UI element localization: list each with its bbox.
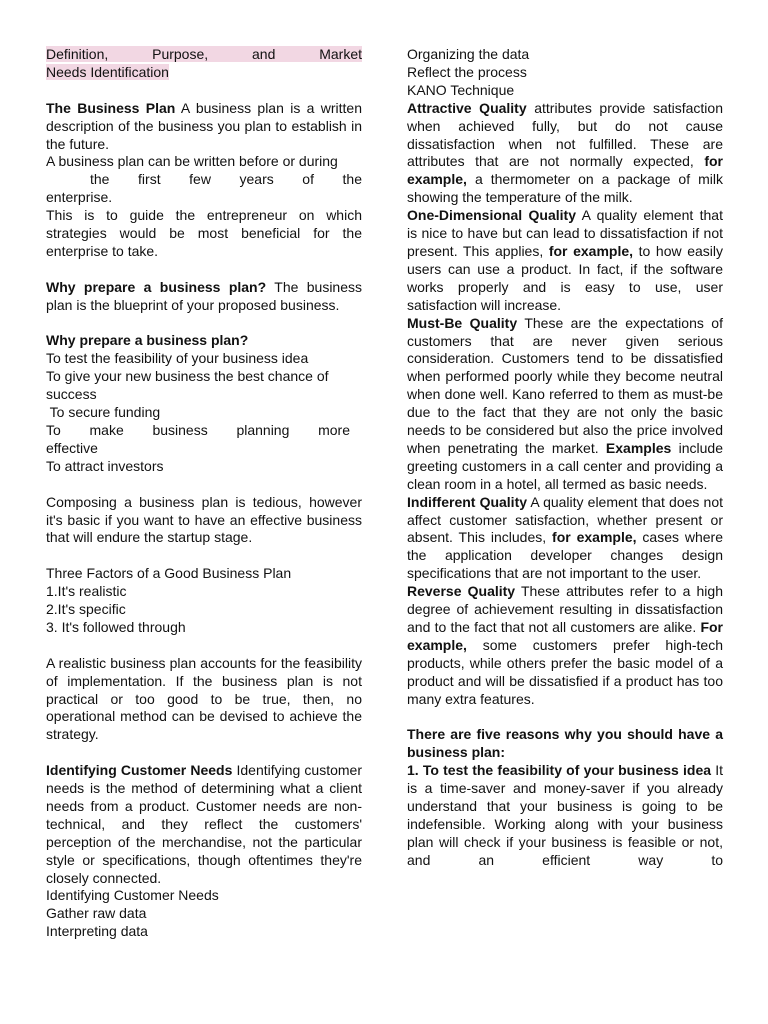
why-item: To attract investors	[46, 457, 164, 474]
five-reasons-heading: There are five reasons why you should have a business plan:	[407, 726, 723, 761]
process-item: Organizing the data	[407, 46, 530, 62]
section-title-line2: Needs Identification	[46, 63, 169, 80]
why-item: effective	[46, 439, 98, 456]
why-item: To test the feasibility of your business idea	[46, 350, 309, 367]
business-plan-line-end: enterprise.	[46, 189, 113, 206]
business-plan-guide: This is to guide the entrepreneur on which strategies would be most beneficial for the enterprise to take.	[46, 207, 362, 259]
customer-needs-paragraph: Identifying Customer Needs Identifying customer needs is the method of determining what a client needs from a product. Customer needs are non-technical, and they reflect the customers' perception of the merchandise, not the particular style or specifications, though oftentimes they're closely connected.	[46, 762, 362, 886]
customer-needs-item: Gather raw data	[46, 905, 147, 922]
attractive-quality-paragraph: Attractive Quality attributes provide satisfaction when achieved fully, but do not cause dissatisfaction when not fulfilled. These are attributes that are not normally expected, for example, a thermometer on a package of milk showing the temperature of the milk.	[407, 99, 723, 206]
section-title: Definition, Purpose, and Market	[46, 46, 362, 62]
why-item: To give your new business the best chance of success	[46, 368, 329, 403]
business-plan-line-indented: the first few years of the	[90, 171, 362, 188]
why-item: To make business planning more	[46, 421, 350, 438]
why-prepare-paragraph: Why prepare a business plan? The business plan is the blueprint of your proposed business.	[46, 278, 362, 313]
factor-item: 2.It's specific	[46, 601, 126, 618]
composing-paragraph: Composing a business plan is tedious, however it's basic if you want to have an effective business that will endure the startup stage.	[46, 493, 362, 546]
reason-1-paragraph: 1. To test the feasibility of your business idea It is a time-saver and money-saver if you already understand that your business is going to be indefensible. Working along with your business plan will check if your business is feasible or not, and an efficient way to	[407, 762, 724, 868]
one-dimensional-quality-paragraph: One-Dimensional Quality A quality element that is nice to have but can lead to dissatisfaction if not present. This applies, for example, to how easily users can use a product. In fact, if the software works properly and is easy to use, user satisfaction will increase.	[407, 207, 723, 313]
factors-heading: Three Factors of a Good Business Plan	[46, 565, 292, 582]
left-column	[46, 46, 362, 941]
right-column	[407, 46, 723, 870]
customer-needs-item: Interpreting data	[46, 923, 148, 940]
reverse-quality-paragraph: Reverse Quality These attributes refer to a high degree of achievement resulting in dissatisfaction and to the fact that not all customers are alike. For example, some customers prefer high-tech products, while others prefer the basic model of a product and will be dissatisfied if a product has too many extra features.	[407, 583, 723, 707]
business-plan-line: A business plan can be written before or during	[46, 153, 338, 170]
must-be-quality-paragraph: Must-Be Quality These are the expectations of customers that are never given serious consideration. Customers tend to be dissatisfied when performed poorly while they become neutral when done well. Kano referred to them as must-be due to the fact that they are not only the basic needs to be considered but also the price involved when penetrating the market. Examples include greeting customers in a call center and providing a clean room in a hotel, all termed as basic needs.	[407, 314, 723, 492]
factor-item: 1.It's realistic	[46, 583, 127, 600]
why-item: To secure funding	[46, 404, 161, 421]
why-prepare-heading: Why prepare a business plan?	[46, 332, 249, 349]
realistic-paragraph: A realistic business plan accounts for the feasibility of implementation. If the business plan is not practical or too good to be true, then, no operational method can be devised to achieve the strategy.	[46, 654, 362, 743]
process-item: Reflect the process	[407, 63, 527, 80]
business-plan-paragraph: The Business Plan A business plan is a written description of the business you plan to establish in the future.	[46, 99, 362, 152]
factor-item: 3. It's followed through	[46, 618, 186, 635]
indifferent-quality-paragraph: Indifferent Quality A quality element that does not affect customer satisfaction, whether present or absent. This includes, for example, cases where the application developer changes design specifications that are not important to the user.	[407, 493, 724, 582]
customer-needs-item: Identifying Customer Needs	[46, 887, 219, 904]
process-item: KANO Technique	[407, 81, 515, 98]
